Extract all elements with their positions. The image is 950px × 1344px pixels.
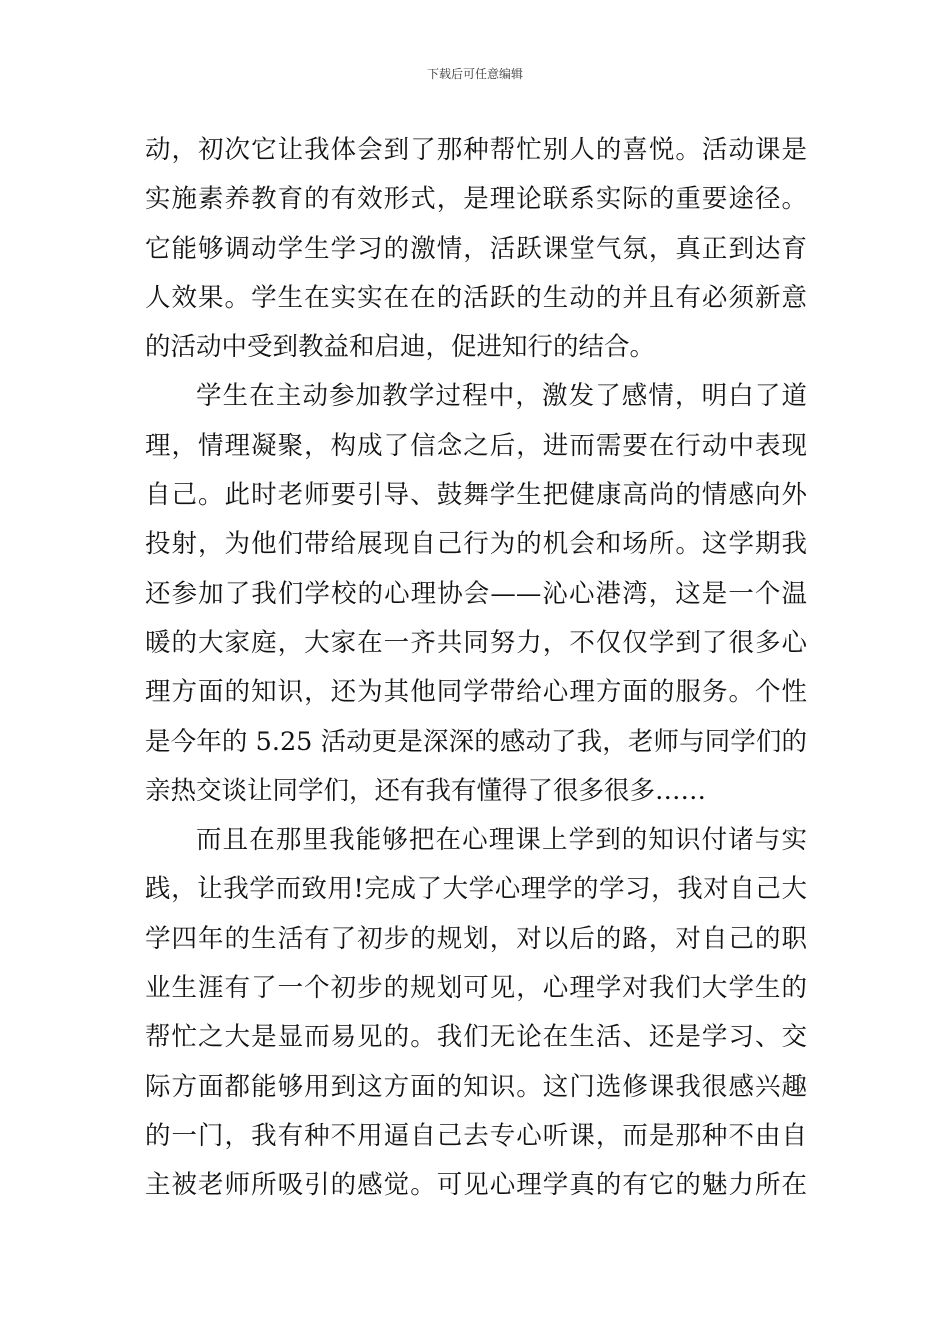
text-line: 理方面的知识，还为其他同学带给心理方面的服务。个性 bbox=[145, 677, 807, 708]
text-line: 学四年的生活有了初步的规划，对以后的路，对自己的职 bbox=[145, 923, 807, 954]
text-line: 主被老师所吸引的感觉。可见心理学真的有它的魅力所在 bbox=[145, 1170, 807, 1201]
paragraph-2 bbox=[145, 372, 807, 816]
text-line: 的一门，我有种不用逼自己去专心听课，而是那种不由自 bbox=[145, 1120, 807, 1151]
text-line: 动，初次它让我体会到了那种帮忙别人的喜悦。活动课是 bbox=[145, 135, 807, 165]
text-line: 学生在主动参加教学过程中，激发了感情，明白了道 bbox=[196, 381, 807, 412]
paragraph-1 bbox=[145, 126, 807, 372]
text-line: 业生涯有了一个初步的规划可见，心理学对我们大学生的 bbox=[145, 973, 807, 1004]
text-line: 际方面都能够用到这方面的知识。这门选修课我很感兴趣 bbox=[145, 1071, 807, 1102]
text-line: 自己。此时老师要引导、鼓舞学生把健康高尚的情感向外 bbox=[145, 480, 807, 511]
paragraph-3 bbox=[145, 816, 807, 1210]
text-line: 帮忙之大是显而易见的。我们无论在生活、还是学习、交 bbox=[145, 1022, 807, 1053]
text-line: 践，让我学而致用!完成了大学心理学的学习，我对自己大 bbox=[145, 874, 807, 905]
document-body bbox=[145, 126, 807, 1211]
text-line: 亲热交谈让同学们，还有我有懂得了很多很多…… bbox=[145, 775, 707, 806]
text-line: 实施素养教育的有效形式，是理论联系实际的重要途径。 bbox=[145, 184, 807, 215]
text-line: 的活动中受到教益和启迪，促进知行的结合。 bbox=[145, 332, 656, 363]
text-line: 它能够调动学生学习的激情，活跃课堂气氛，真正到达育 bbox=[145, 233, 807, 264]
text-line: 还参加了我们学校的心理协会——沁心港湾，这是一个温 bbox=[145, 578, 807, 609]
text-line: 理，情理凝聚，构成了信念之后，进而需要在行动中表现 bbox=[145, 430, 807, 461]
text-line: 人效果。学生在实实在在的活跃的生动的并且有必须新意 bbox=[145, 282, 807, 313]
text-line: 暖的大家庭，大家在一齐共同努力，不仅仅学到了很多心 bbox=[145, 627, 807, 658]
page-header: 下载后可任意编辑 bbox=[426, 67, 523, 81]
text-line: 是今年的 5.25 活动更是深深的感动了我，老师与同学们的 bbox=[145, 726, 807, 757]
text-line: 而且在那里我能够把在心理课上学到的知识付诸与实 bbox=[196, 825, 807, 856]
text-line: 投射，为他们带给展现自己行为的机会和场所。这学期我 bbox=[145, 529, 807, 560]
